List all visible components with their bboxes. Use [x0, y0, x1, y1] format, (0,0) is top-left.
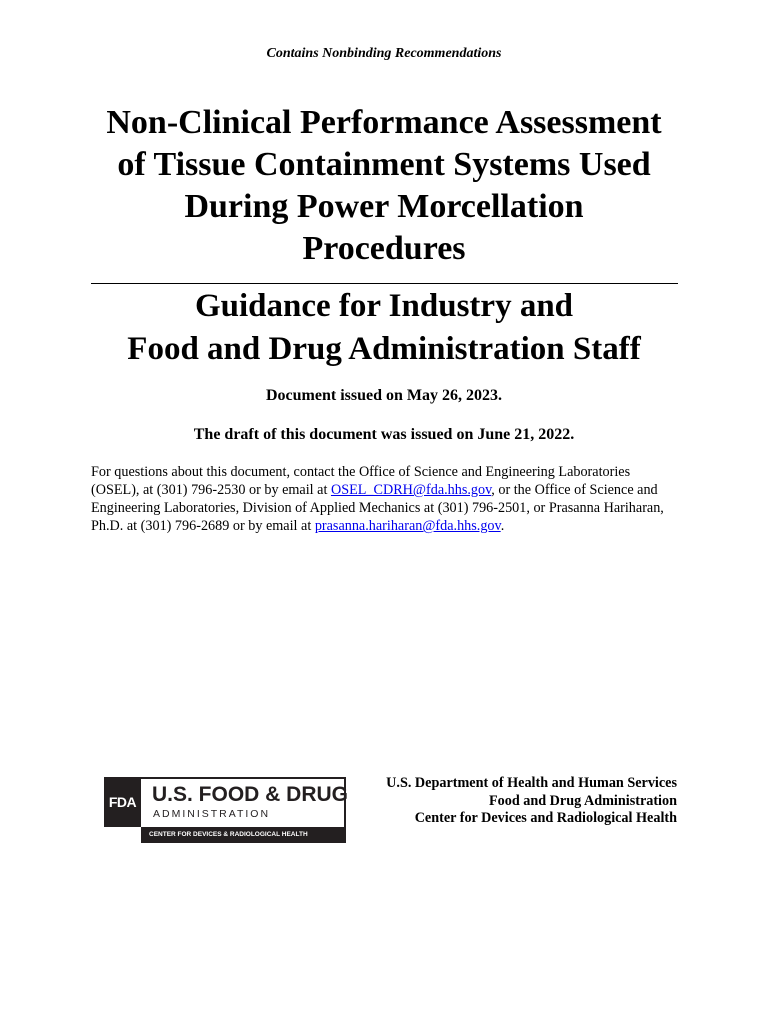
title-divider: [91, 283, 678, 284]
agency-line-1: U.S. Department of Health and Human Services: [386, 775, 677, 791]
document-title: [80, 102, 688, 270]
issued-date: Document issued on May 26, 2023.: [265, 387, 502, 404]
agency-line-2: Food and Drug Administration: [488, 792, 677, 809]
contact-text-1: For questions about this document, contact the Office of Science and Engineering Laboratories (OSEL), at (301) 796-2530 or by email at: [91, 464, 631, 498]
contact-paragraph: [91, 463, 681, 535]
contact-text-2: , or the Office of Science and Engineering Laboratories, Division of Applied Mechanics at (301) 796-2501, or Prasanna Hariharan, Ph.D. at (301) 796-2689 or by email at: [91, 482, 664, 534]
logo-administration: ADMINISTRATION: [153, 808, 271, 820]
contact-text-3: .: [500, 518, 505, 534]
agency-line-3: Center for Devices and Radiological Health: [414, 810, 677, 826]
title-line-3: During Power Morcellation: [184, 188, 584, 225]
fda-cdrh-logo: [104, 777, 349, 843]
hariharan-email-link[interactable]: prasanna.hariharan@fda.hhs.gov: [314, 518, 501, 534]
logo-agency-name: U.S. FOOD & DRUG: [152, 783, 349, 806]
logo-center-band: CENTER FOR DEVICES & RADIOLOGICAL HEALTH: [141, 827, 346, 843]
title-line-2: of Tissue Containment Systems Used: [117, 146, 651, 183]
osel-email-link[interactable]: OSEL_CDRH@fda.hhs.gov: [330, 482, 492, 498]
fda-logo-mark: FDA: [104, 777, 141, 827]
guidance-subtitle: [60, 285, 708, 371]
title-line-4: Procedures: [302, 230, 466, 267]
subtitle-line-2: Food and Drug Administration Staff: [127, 331, 641, 367]
draft-date: The draft of this document was issued on June 21, 2022.: [193, 426, 575, 443]
agency-block: [386, 775, 677, 828]
subtitle-line-1: Guidance for Industry and: [194, 288, 574, 324]
nonbinding-header: Contains Nonbinding Recommendations: [266, 46, 502, 61]
title-line-1: Non-Clinical Performance Assessment: [106, 104, 662, 141]
